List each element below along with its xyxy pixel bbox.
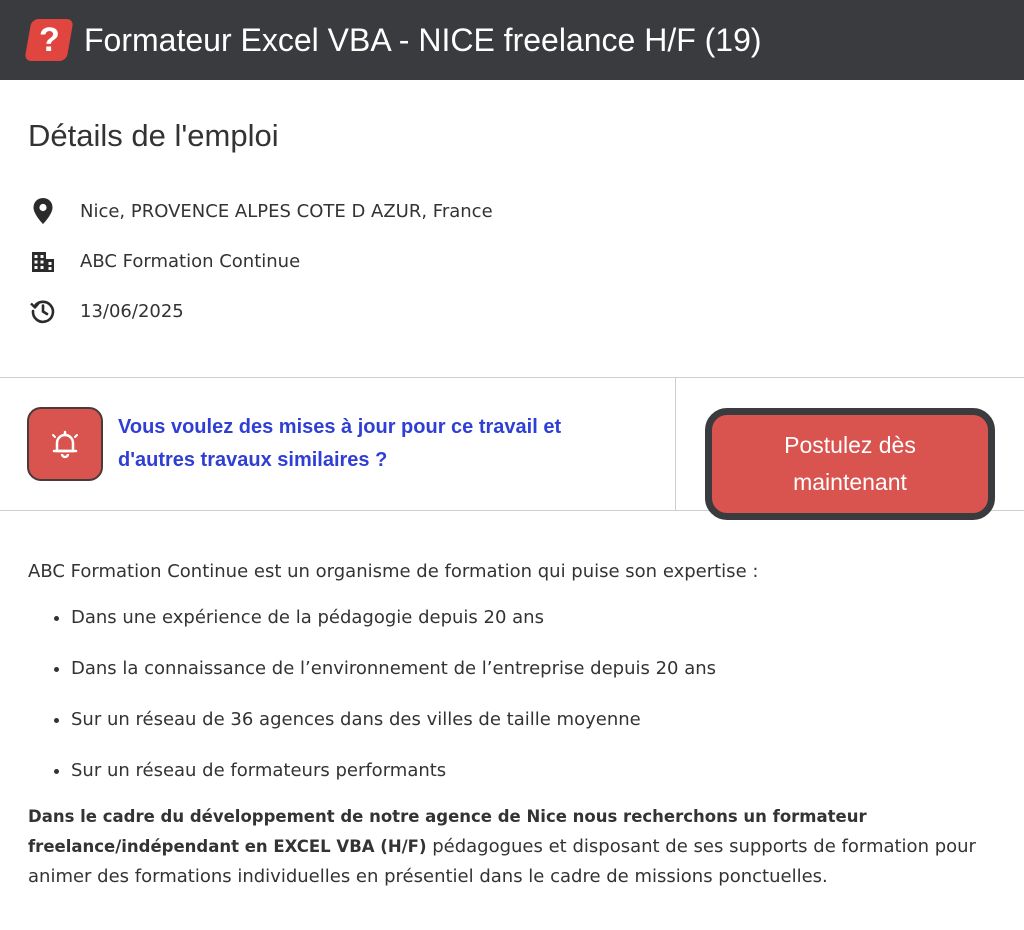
history-icon [28,296,58,326]
building-icon [28,246,58,276]
apply-button[interactable]: Postulez dès maintenant [705,408,995,520]
description-paragraph [28,802,996,892]
location-text: Nice, PROVENCE ALPES COTE D AZUR, France [80,200,493,222]
company-text: ABC Formation Continue [80,250,301,272]
company-row [28,236,996,286]
expertise-list [28,606,996,782]
job-description [0,511,1024,892]
logo-glyph: ? [38,21,60,59]
list-item: • Dans une expérience de la pédagogie depuis 20 ans [71,606,996,629]
paragraph-bold: Dans le cadre du développement de notre agence de Nice nous recherchons un formateur freelance/indépendant en EXCEL VBA (H/F) [28,807,867,856]
list-item: • Sur un réseau de formateurs performants [71,759,996,782]
vertical-divider [675,378,676,510]
date-row [28,286,996,336]
job-details-section [0,80,1024,377]
description-intro: ABC Formation Continue est un organisme de formation qui puise son expertise : [28,561,759,582]
question-logo-icon[interactable] [24,19,73,61]
page-header [0,0,1024,80]
job-alert-link[interactable]: Vous voulez des mises à jour pour ce travail et d'autres travaux similaires ? [118,416,562,471]
date-text: 13/06/2025 [80,300,184,322]
list-item: • Dans la connaissance de l’environnement de l’entreprise depuis 20 ans [71,657,996,680]
paragraph-rest: pédagogues et disposant de ses supports de formation pour animer des formations individuelles en présentiel dans le cadre de missions ponctuelles. [28,836,976,887]
details-heading: Détails de l'emploi [28,118,279,153]
job-title: Formateur Excel VBA - NICE freelance H/F (19) [84,21,762,58]
list-item: • Sur un réseau de 36 agences dans des villes de taille moyenne [71,708,996,731]
location-row [28,186,996,236]
bell-icon[interactable] [27,407,103,481]
location-pin-icon [28,196,58,226]
job-alert-bar [0,377,1024,511]
